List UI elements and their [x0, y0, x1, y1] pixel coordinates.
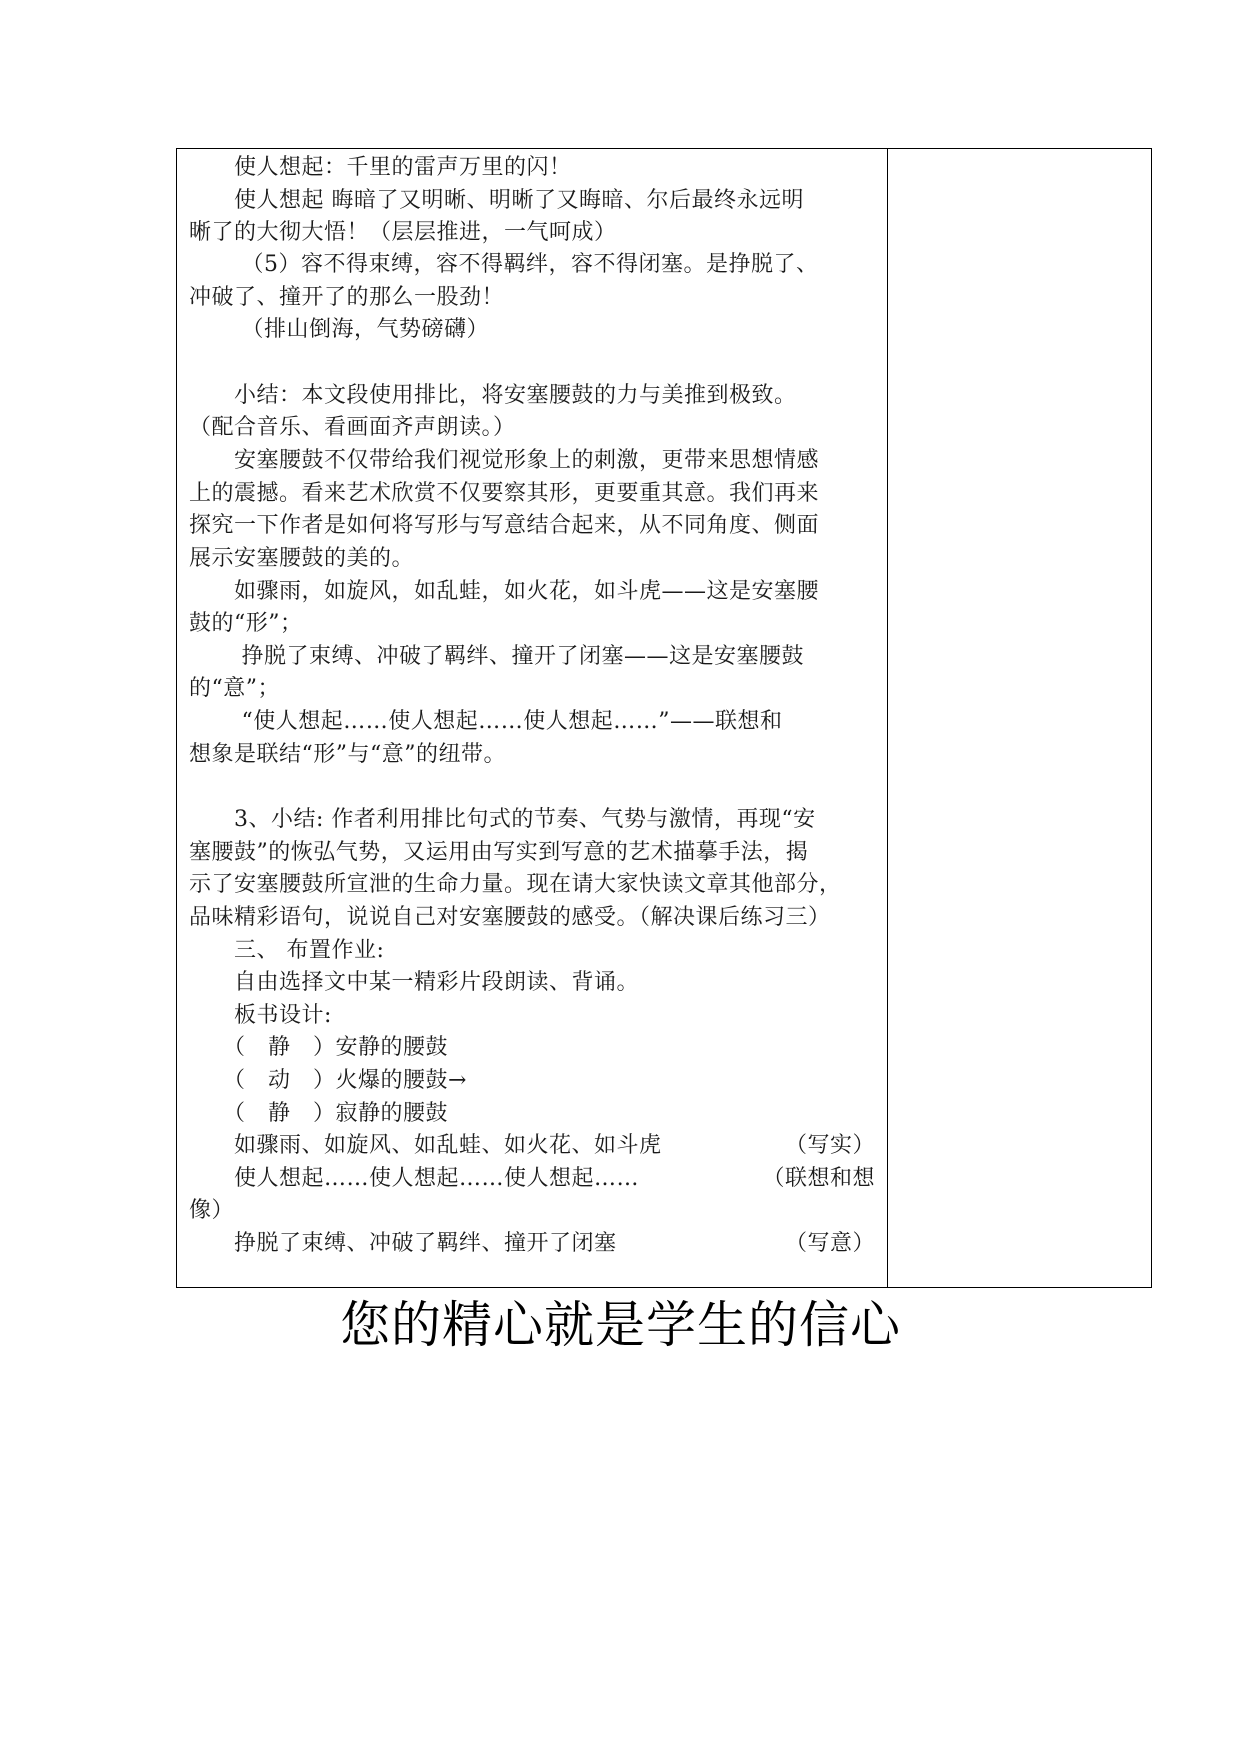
notes-column [888, 149, 1151, 1287]
board-row [189, 1131, 875, 1161]
text-line: 如骤雨，如旋风，如乱蛙，如火花，如斗虎——这是安塞腰 [189, 579, 820, 604]
board-row-label: （写实） [784, 1133, 875, 1158]
text-line: 冲破了、撞开了的那么一股劲！ [189, 285, 505, 310]
text-line: 安塞腰鼓不仅带给我们视觉形象上的刺激，更带来思想情感 [189, 448, 820, 473]
text-line: 示了安塞腰鼓所宣泄的生命力量。现在请大家快读文章其他部分， [189, 872, 842, 897]
text-line: 展示安塞腰鼓的美的。 [189, 546, 415, 571]
text-line: （ 动 ）火爆的腰鼓→ [189, 1068, 467, 1093]
text-line: （5）容不得束缚，容不得羁绊，容不得闭塞。是挣脱了、 [189, 252, 819, 277]
text-line: 塞腰鼓”的恢弘气势，又运用由写实到写意的艺术描摹手法，揭 [189, 840, 809, 865]
footer-slogan: 您的精心就是学生的信心 [340, 1296, 901, 1354]
lesson-content-column [177, 149, 888, 1287]
text-line: 晰了的大彻大悟！（层层推进，一气呵成） [189, 220, 617, 245]
lesson-plan-table [176, 148, 1152, 1288]
text-line: 探究一下作者是如何将写形与写意结合起来，从不同角度、侧面 [189, 513, 820, 538]
board-row-text: 挣脱了束缚、冲破了羁绊、撞开了闭塞 [189, 1231, 617, 1256]
text-line: 鼓的“形”； [189, 611, 303, 636]
text-line: 使人想起：千里的雷声万里的闪！ [189, 155, 572, 180]
text-line: 板书设计: [189, 1003, 332, 1028]
board-row-text: 使人想起……使人想起……使人想起…… [189, 1166, 640, 1191]
text-line: 上的震撼。看来艺术欣赏不仅要察其形，更要重其意。我们再来 [189, 481, 820, 506]
text-line: （ 静 ）寂静的腰鼓 [189, 1101, 449, 1126]
board-row [189, 1196, 875, 1226]
text-line: 小结：本文段使用排比，将安塞腰鼓的力与美推到极致。 [189, 383, 797, 408]
text-line: （排山倒海，气势磅礴） [189, 317, 489, 342]
text-line: 想象是联结“形”与“意”的纽带。 [189, 742, 506, 767]
board-row-text: 像） [189, 1198, 235, 1223]
text-line: “使人想起……使人想起……使人想起……”——联想和 [189, 709, 783, 734]
text-line: 3、小结: 作者利用排比句式的节奏、气势与激情，再现“安 [189, 807, 816, 832]
board-row-text: 如骤雨、如旋风、如乱蛙、如火花、如斗虎 [189, 1133, 662, 1158]
board-row-label: （写意） [784, 1231, 875, 1256]
board-row-label: （联想和想 [762, 1166, 875, 1191]
board-row [189, 1229, 875, 1259]
text-line: （ 静 ）安静的腰鼓 [189, 1035, 449, 1060]
board-row [189, 1164, 875, 1194]
text-line: 品味精彩语句，说说自己对安塞腰鼓的感受。（解决课后练习三） [189, 905, 831, 930]
text-line: 挣脱了束缚、冲破了羁绊、撞开了闭塞——这是安塞腰鼓 [189, 644, 804, 669]
text-line: 使人想起 晦暗了又明晰、明晰了又晦暗、尔后最终永远明 [189, 188, 804, 213]
text-line: 三、 布置作业: [189, 938, 385, 963]
text-line: 的“意”； [189, 676, 280, 701]
text-line: （配合音乐、看画面齐声朗读。） [189, 415, 516, 440]
text-line: 自由选择文中某一精彩片段朗读、背诵。 [189, 970, 640, 995]
